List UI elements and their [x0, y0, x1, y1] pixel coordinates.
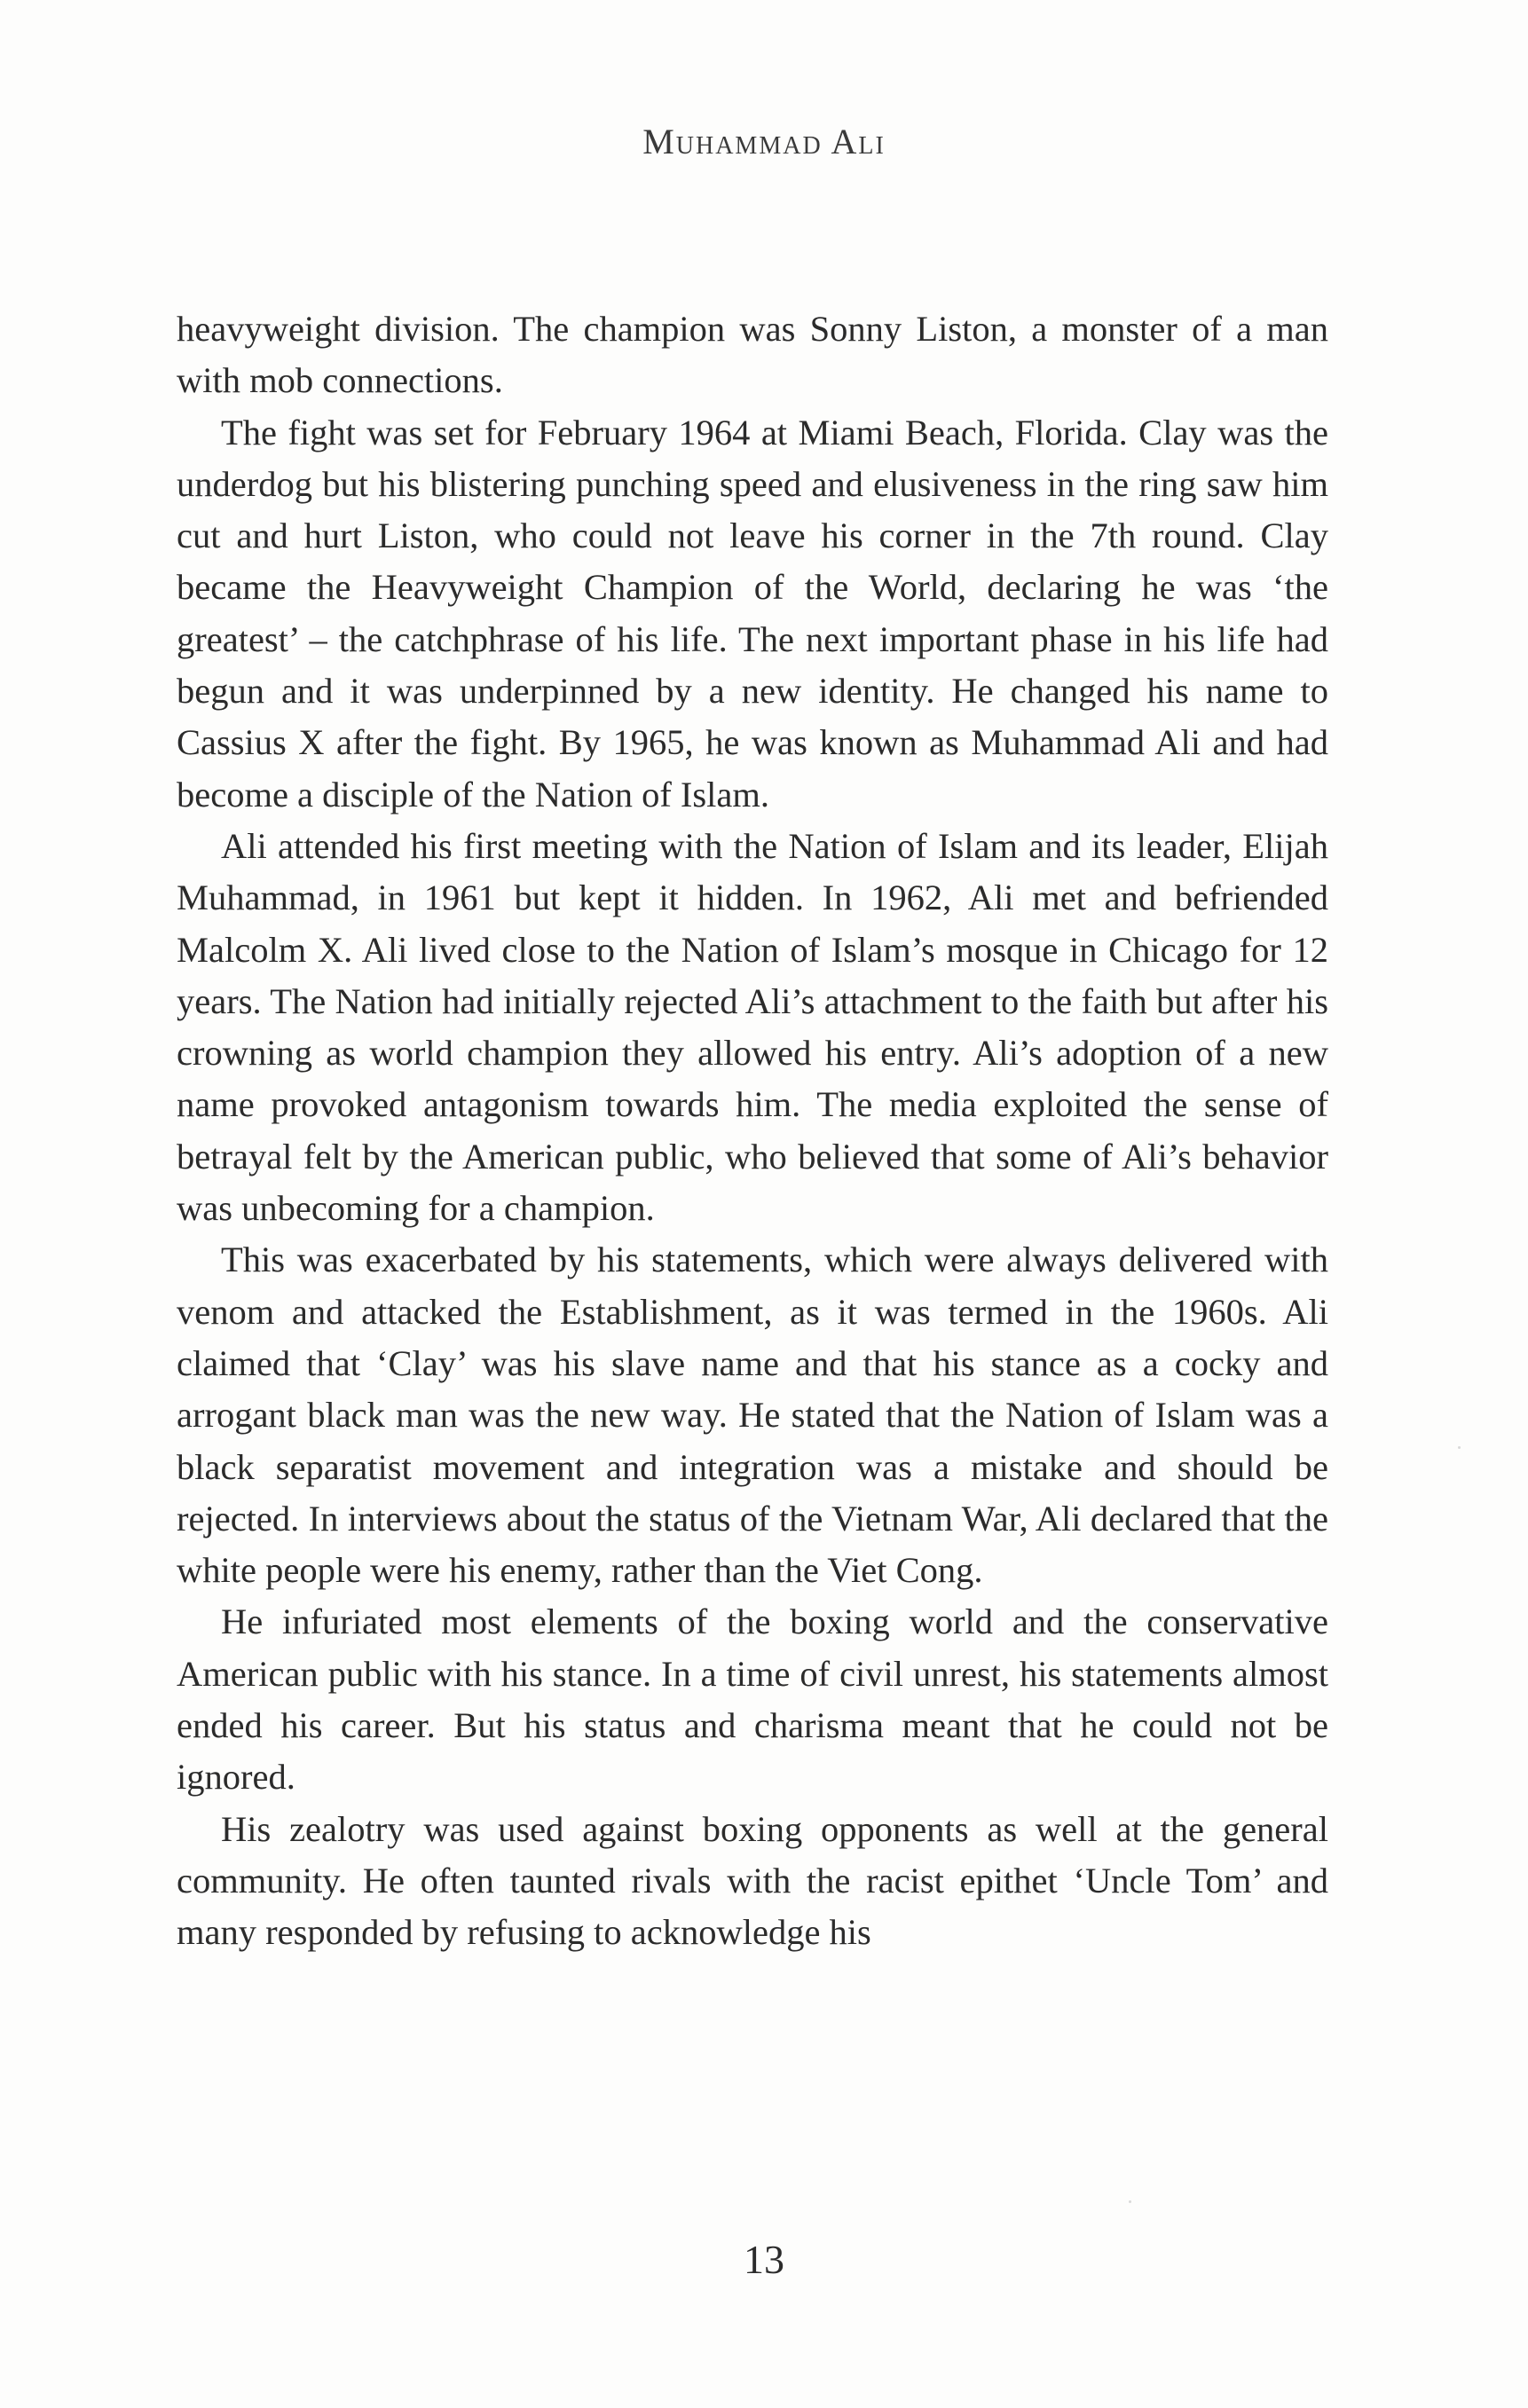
- paragraph: heavyweight division. The champion was Sonny Liston, a monster of a man with mob connections.: [177, 309, 1328, 401]
- paragraph: His zealotry was used against boxing opponents as well at the general community. He often taunted rivals with the racist epithet ‘Uncle Tom’ and many responded by refusing to acknowledge his: [177, 1808, 1328, 1953]
- paragraph: The fight was set for February 1964 at Miami Beach, Florida. Clay was the underdog but his blistering punching speed and elusiveness in the ring saw him cut and hurt Liston, who could not leave his corner in the 7th round. Clay became the Heavyweight Champion of the World, declaring he was ‘the greatest’ – the catchphrase of his life. The next important phase in his life had begun and it was underpinned by a new identity. He changed his name to Cassius X after the fight. By 1965, he was known as Muhammad Ali and had become a disciple of the Nation of Islam.: [177, 412, 1328, 814]
- paragraph: Ali attended his first meeting with the Nation of Islam and its leader, Elijah Muhammad, in 1961 but kept it hidden. In 1962, Ali met and befriended Malcolm X. Ali lived close to the Nation of Islam’s mosque in Chicago for 12 years. The Nation had initially rejected Ali’s attachment to the faith but after his crowning as world champion they allowed his entry. Ali’s adoption of a new name provoked antagonism towards him. The media exploited the sense of betrayal felt by the American public, who believed that some of Ali’s behavior was unbecoming for a champion.: [177, 825, 1328, 1229]
- running-header: Muhammad Ali: [642, 122, 886, 161]
- page-number: 13: [744, 2237, 784, 2282]
- paper-speck: [1129, 2200, 1131, 2203]
- paper-speck: [1458, 1446, 1461, 1449]
- paragraph: This was exacerbated by his statements, which were always delivered with venom and attacked the Establishment, as it was termed in the 1960s. Ali claimed that ‘Clay’ was his slave name and that his stance as a cocky and arrogant black man was the new way. He stated that the Nation of Islam was a black separatist movement and integration was a mistake and should be rejected. In interviews about the status of the Vietnam War, Ali declared that the white people were his enemy, rather than the Viet Cong.: [177, 1239, 1328, 1591]
- paragraph: He infuriated most elements of the boxing world and the conservative American public with his stance. In a time of civil unrest, his statements almost ended his career. But his status and charisma meant that he could not be ignored.: [177, 1601, 1328, 1798]
- body-text: [177, 303, 1328, 1959]
